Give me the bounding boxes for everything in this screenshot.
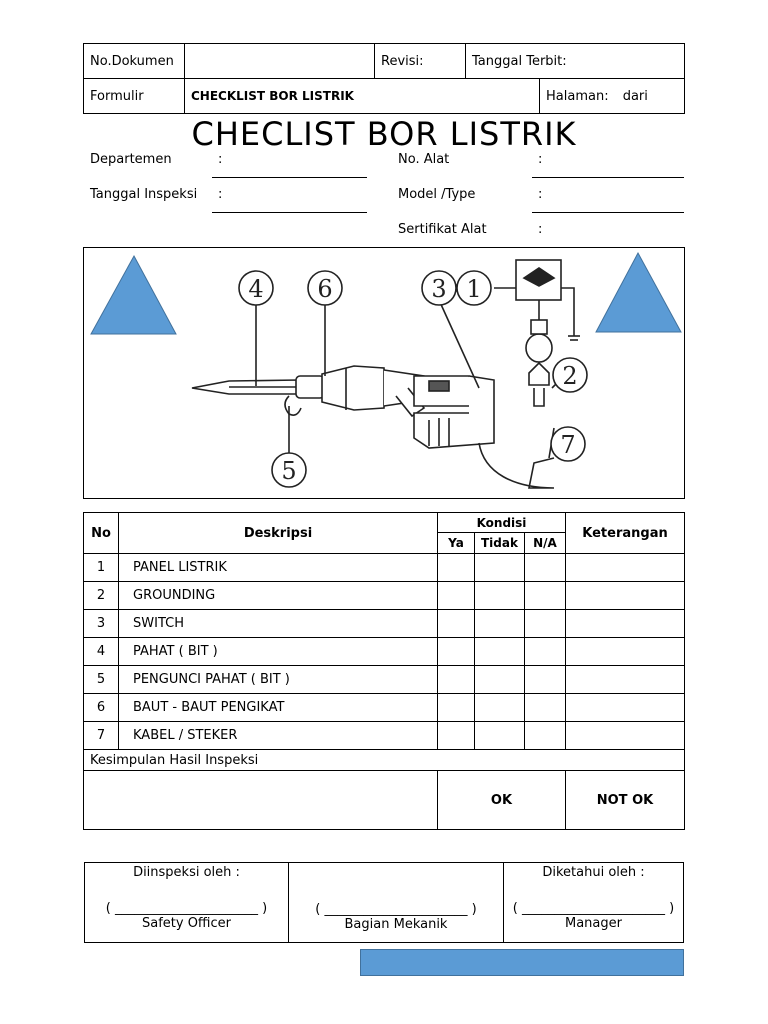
no-alat-colon: : bbox=[538, 152, 543, 167]
drill-figure-box bbox=[83, 247, 685, 499]
row-no: 1 bbox=[84, 554, 119, 582]
signature-manager bbox=[504, 863, 684, 943]
departemen-line bbox=[212, 177, 367, 178]
col-keterangan-header: Keterangan bbox=[565, 513, 684, 554]
tidak-cell[interactable] bbox=[475, 638, 525, 666]
keterangan-cell[interactable] bbox=[565, 722, 684, 750]
col-ya-header: Ya bbox=[438, 533, 475, 554]
row-no: 7 bbox=[84, 722, 119, 750]
document-header-table bbox=[83, 43, 685, 114]
not-ok-option[interactable]: NOT OK bbox=[565, 771, 684, 830]
model-type-label: Model /Type bbox=[398, 187, 476, 202]
empty-heading bbox=[293, 865, 499, 881]
no-alat-label: No. Alat bbox=[398, 152, 450, 167]
tidak-cell[interactable] bbox=[475, 722, 525, 750]
table-row bbox=[84, 554, 685, 582]
table-row bbox=[84, 722, 685, 750]
no-dokumen-value bbox=[185, 44, 375, 79]
warning-triangle-left-icon bbox=[91, 256, 176, 334]
model-type-line bbox=[532, 212, 684, 213]
na-cell[interactable] bbox=[524, 694, 565, 722]
tidak-cell[interactable] bbox=[475, 554, 525, 582]
callout-1: 1 bbox=[466, 275, 482, 303]
formulir-value: CHECKLIST BOR LISTRIK bbox=[185, 79, 540, 114]
diinspeksi-label: Diinspeksi oleh : bbox=[133, 865, 240, 880]
tidak-cell[interactable] bbox=[475, 610, 525, 638]
row-desc: GROUNDING bbox=[119, 582, 438, 610]
keterangan-cell[interactable] bbox=[565, 666, 684, 694]
row-no: 4 bbox=[84, 638, 119, 666]
tanggal-terbit-label: Tanggal Terbit: bbox=[466, 44, 685, 79]
callout-2: 2 bbox=[562, 362, 578, 390]
na-cell[interactable] bbox=[524, 666, 565, 694]
ya-cell[interactable] bbox=[438, 582, 475, 610]
row-desc: PENGUNCI PAHAT ( BIT ) bbox=[119, 666, 438, 694]
sertifikat-alat-colon: : bbox=[538, 222, 543, 237]
ya-cell[interactable] bbox=[438, 666, 475, 694]
keterangan-cell[interactable] bbox=[565, 554, 684, 582]
halaman-dari: dari bbox=[622, 88, 648, 104]
no-alat-line bbox=[532, 177, 684, 178]
tanggal-inspeksi-label: Tanggal Inspeksi bbox=[90, 187, 198, 202]
row-desc: BAUT - BAUT PENGIKAT bbox=[119, 694, 438, 722]
kesimpulan-notes-cell[interactable] bbox=[84, 771, 438, 830]
ya-cell[interactable] bbox=[438, 610, 475, 638]
no-dokumen-label: No.Dokumen bbox=[84, 44, 185, 79]
col-deskripsi-header: Deskripsi bbox=[119, 513, 438, 554]
ya-cell[interactable] bbox=[438, 722, 475, 750]
col-na-header: N/A bbox=[524, 533, 565, 554]
page-title: CHECLIST BOR LISTRIK bbox=[191, 115, 577, 153]
tidak-cell[interactable] bbox=[475, 582, 525, 610]
row-no: 5 bbox=[84, 666, 119, 694]
row-desc: PANEL LISTRIK bbox=[119, 554, 438, 582]
table-row bbox=[84, 638, 685, 666]
signature-bagian-mekanik bbox=[289, 863, 504, 943]
checklist-table bbox=[83, 512, 685, 830]
signature-line[interactable]: ( ______________________ ) bbox=[105, 901, 268, 916]
table-row bbox=[84, 610, 685, 638]
departemen-label: Departemen bbox=[90, 152, 172, 167]
diketahui-label: Diketahui oleh : bbox=[542, 865, 645, 880]
model-type-colon: : bbox=[538, 187, 543, 202]
row-desc: KABEL / STEKER bbox=[119, 722, 438, 750]
tidak-cell[interactable] bbox=[475, 694, 525, 722]
ok-option[interactable]: OK bbox=[438, 771, 566, 830]
col-no-header: No bbox=[84, 513, 119, 554]
blue-footer-bar bbox=[360, 949, 684, 976]
keterangan-cell[interactable] bbox=[565, 582, 684, 610]
sertifikat-alat-label: Sertifikat Alat bbox=[398, 222, 487, 237]
col-kondisi-header: Kondisi bbox=[438, 513, 566, 533]
keterangan-cell[interactable] bbox=[565, 610, 684, 638]
na-cell[interactable] bbox=[524, 610, 565, 638]
ya-cell[interactable] bbox=[438, 554, 475, 582]
departemen-colon: : bbox=[218, 152, 223, 167]
signature-line[interactable]: ( ______________________ ) bbox=[512, 901, 675, 916]
revisi-label: Revisi: bbox=[375, 44, 466, 79]
signature-safety-officer bbox=[85, 863, 289, 943]
na-cell[interactable] bbox=[524, 638, 565, 666]
table-row bbox=[84, 666, 685, 694]
manager-label: Manager bbox=[565, 916, 622, 931]
callout-6: 6 bbox=[317, 275, 333, 303]
row-desc: SWITCH bbox=[119, 610, 438, 638]
formulir-label: Formulir bbox=[84, 79, 185, 114]
table-row bbox=[84, 694, 685, 722]
na-cell[interactable] bbox=[524, 582, 565, 610]
row-no: 6 bbox=[84, 694, 119, 722]
table-row bbox=[84, 582, 685, 610]
keterangan-cell[interactable] bbox=[565, 638, 684, 666]
drill-illustration bbox=[84, 248, 684, 498]
row-no: 2 bbox=[84, 582, 119, 610]
halaman-cell bbox=[540, 79, 685, 114]
callout-4: 4 bbox=[248, 275, 264, 303]
tanggal-inspeksi-line bbox=[212, 212, 367, 213]
warning-triangle-right-icon bbox=[596, 253, 681, 332]
signature-table bbox=[84, 862, 684, 943]
tidak-cell[interactable] bbox=[475, 666, 525, 694]
callout-7: 7 bbox=[560, 431, 576, 459]
na-cell[interactable] bbox=[524, 722, 565, 750]
keterangan-cell[interactable] bbox=[565, 694, 684, 722]
row-desc: PAHAT ( BIT ) bbox=[119, 638, 438, 666]
col-tidak-header: Tidak bbox=[475, 533, 525, 554]
halaman-label: Halaman: bbox=[546, 88, 609, 104]
callout-3: 3 bbox=[431, 275, 447, 303]
ya-cell[interactable] bbox=[438, 638, 475, 666]
callout-5: 5 bbox=[281, 457, 297, 485]
signature-line[interactable]: ( ______________________ ) bbox=[315, 902, 477, 917]
na-cell[interactable] bbox=[524, 554, 565, 582]
safety-officer-label: Safety Officer bbox=[141, 916, 231, 931]
bagian-mekanik-label: Bagian Mekanik bbox=[344, 917, 448, 932]
kesimpulan-label: Kesimpulan Hasil Inspeksi bbox=[84, 750, 685, 771]
ya-cell[interactable] bbox=[438, 694, 475, 722]
tanggal-inspeksi-colon: : bbox=[218, 187, 223, 202]
row-no: 3 bbox=[84, 610, 119, 638]
